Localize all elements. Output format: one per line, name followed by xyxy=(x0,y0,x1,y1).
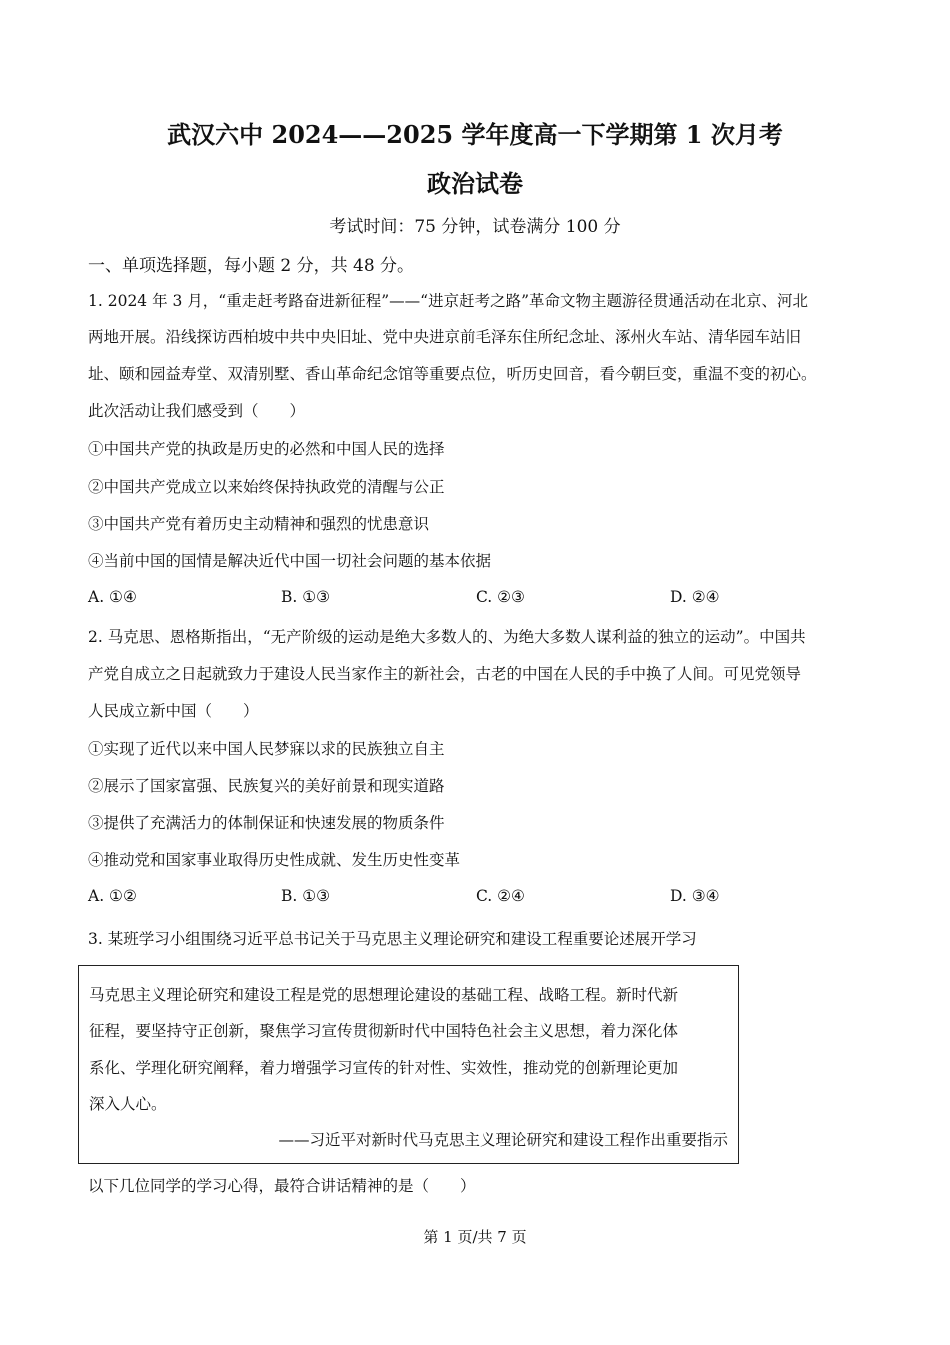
quote-source: ——习近平对新时代马克思主义理论研究和建设工程作出重要指示 xyxy=(278,1131,728,1149)
q3-question: 以下几位同学的学习心得，最符合讲话精神的是（ ） xyxy=(88,1177,476,1195)
q1-option-c[interactable]: C. ②③ xyxy=(476,588,525,606)
section-heading: 一、单项选择题，每小题 2 分，共 48 分。 xyxy=(88,256,415,276)
page-number: 第 1 页/共 7 页 xyxy=(423,1228,527,1246)
q1-line: 址、颐和园益寿堂、双清别墅、香山革命纪念馆等重要点位，听历史回音，看今朝巨变，重温不变的初心。 xyxy=(88,365,817,383)
q2-line: 产党自成立之日起就致力于建设人民当家作主的新社会，古老的中国在人民的手中换了人间。可见党领导 xyxy=(88,665,802,683)
q1-item: ②中国共产党成立以来始终保持执政党的清醒与公正 xyxy=(88,478,445,496)
q1-line: 此次活动让我们感受到（ ） xyxy=(88,402,306,420)
exam-info: 考试时间：75 分钟，试卷满分 100 分 xyxy=(329,217,621,237)
q2-item: ④推动党和国家事业取得历史性成就、发生历史性变革 xyxy=(88,851,461,869)
q1-option-a[interactable]: A. ①④ xyxy=(88,588,137,606)
q1-option-b[interactable]: B. ①③ xyxy=(281,588,331,606)
q1-line: 1. 2024 年 3 月，“重走赶考路奋进新征程”——“进京赶考之路”革命文物主题游径贯通活动在北京、河北 xyxy=(88,292,809,310)
q3-intro: 3. 某班学习小组围绕习近平总书记关于马克思主义理论研究和建设工程重要论述展开学习 xyxy=(88,930,697,948)
q1-item: ③中国共产党有着历史主动精神和强烈的忧患意识 xyxy=(88,515,430,533)
q1-item: ④当前中国的国情是解决近代中国一切社会问题的基本依据 xyxy=(88,552,492,570)
q2-option-d[interactable]: D. ③④ xyxy=(670,887,720,905)
quote-line: 系化、学理化研究阐释，着力增强学习宣传的针对性、实效性，推动党的创新理论更加 xyxy=(89,1059,679,1077)
quote-box xyxy=(78,965,739,1164)
q2-line: 2. 马克思、恩格斯指出，“无产阶级的运动是绝大多数人的、为绝大多数人谋利益的独立的运动”。中国共 xyxy=(88,628,806,646)
quote-line: 征程，要坚持守正创新，聚焦学习宣传贯彻新时代中国特色社会主义思想，着力深化体 xyxy=(89,1022,679,1040)
quote-line: 深入人心。 xyxy=(89,1095,167,1113)
q1-option-d[interactable]: D. ②④ xyxy=(670,588,720,606)
q2-option-c[interactable]: C. ②④ xyxy=(476,887,525,905)
q1-line: 两地开展。沿线探访西柏坡中共中央旧址、党中央进京前毛泽东住所纪念址、涿州火车站、清华园车站旧 xyxy=(88,328,802,346)
exam-title: 武汉六中 2024——2025 学年度高一下学期第 1 次月考 xyxy=(167,120,783,149)
q2-item: ②展示了国家富强、民族复兴的美好前景和现实道路 xyxy=(88,777,445,795)
q2-item: ③提供了充满活力的体制保证和快速发展的物质条件 xyxy=(88,814,445,832)
q2-option-a[interactable]: A. ①② xyxy=(88,887,137,905)
q1-item: ①中国共产党的执政是历史的必然和中国人民的选择 xyxy=(88,440,445,458)
q2-item: ①实现了近代以来中国人民梦寐以求的民族独立自主 xyxy=(88,740,445,758)
q2-option-b[interactable]: B. ①③ xyxy=(281,887,331,905)
quote-line: 马克思主义理论研究和建设工程是党的思想理论建设的基础工程、战略工程。新时代新 xyxy=(89,986,679,1004)
exam-subject: 政治试卷 xyxy=(427,169,523,198)
q2-line: 人民成立新中国（ ） xyxy=(88,702,259,720)
